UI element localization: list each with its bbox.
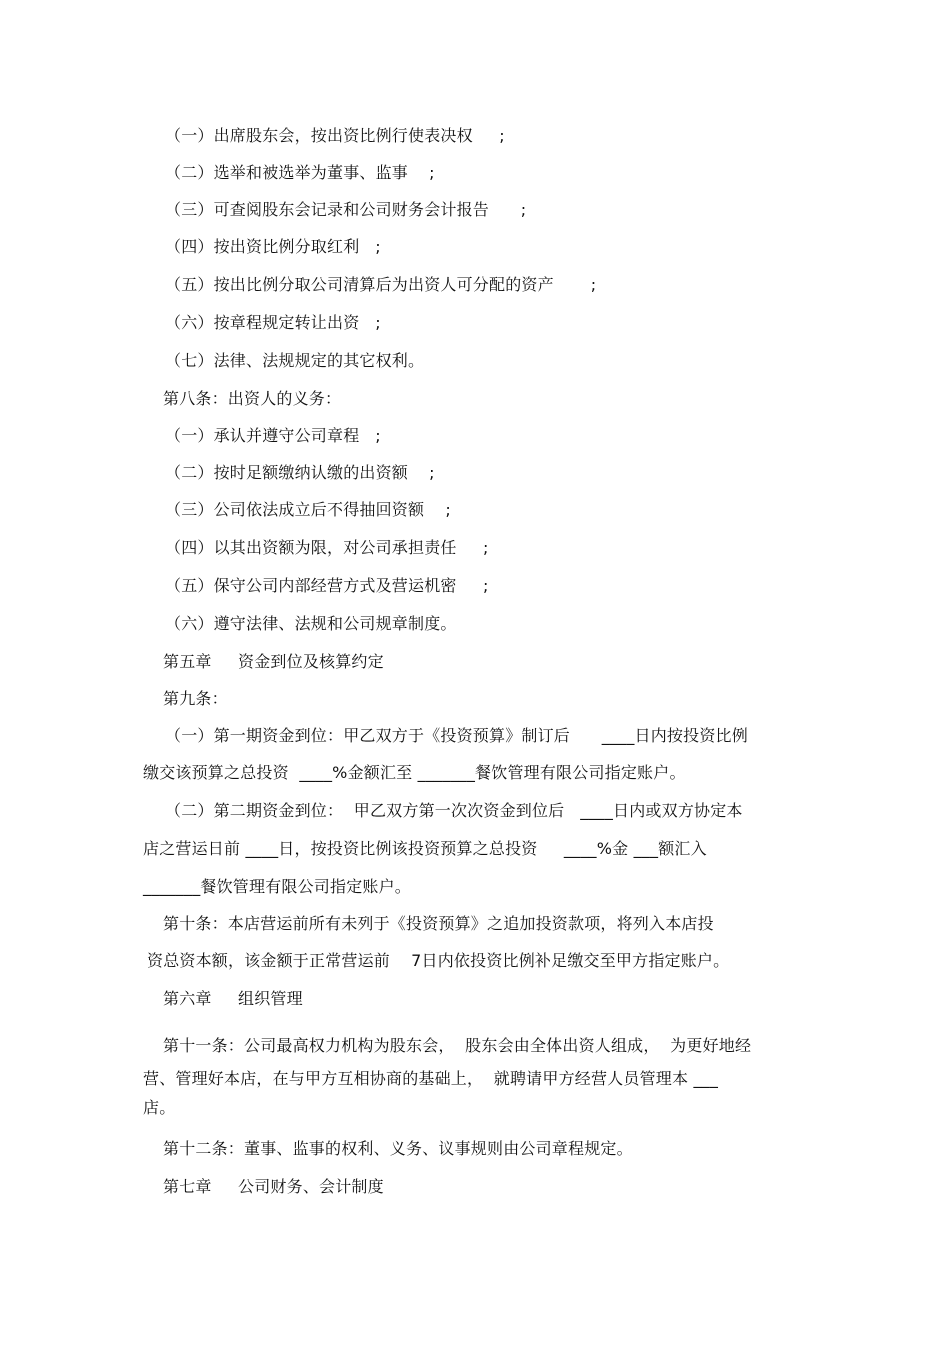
article-11-line-3: 店。 xyxy=(143,1098,176,1117)
duty-item-3: （三）公司依法成立后不得抽回资额 ; xyxy=(165,500,451,519)
article-9-heading: 第九条： xyxy=(163,689,228,708)
duty-item-5: （五）保守公司内部经营方式及营运机密 ; xyxy=(165,576,489,595)
chapter-6-heading: 第六章 组织管理 xyxy=(163,989,303,1008)
duty-item-2: （二）按时足额缴纳认缴的出资额 ; xyxy=(165,463,435,482)
chapter-7-heading: 第七章 公司财务、会计制度 xyxy=(163,1177,384,1196)
right-item-3: （三）可查阅股东会记录和公司财务会计报告 ; xyxy=(165,200,527,219)
article-11-line-1: 第十一条：公司最高权力机构为股东会， 股东会由全体出资人组成， 为更好地经 xyxy=(163,1036,752,1055)
article-9-para-1-line-1: （一）第一期资金到位：甲乙双方于《投资预算》制订后 ____日内按投资比例 xyxy=(165,726,748,745)
duty-item-1: （一）承认并遵守公司章程 ; xyxy=(165,426,381,445)
right-item-6: （六）按章程规定转让出资 ; xyxy=(165,313,381,332)
chapter-5-heading: 第五章 资金到位及核算约定 xyxy=(163,652,384,671)
article-9-para-2-line-2: 店之营运日前 ____日，按投资比例该投资预算之总投资 ____%金 ___额汇入 xyxy=(143,839,707,858)
article-10-line-1: 第十条：本店营运前所有未列于《投资预算》之追加投资款项，将列入本店投 xyxy=(163,914,714,933)
article-9-para-2-line-3: _______餐饮管理有限公司指定账户。 xyxy=(143,877,412,896)
article-8-heading: 第八条：出资人的义务： xyxy=(163,389,342,408)
article-12: 第十二条：董事、监事的权利、义务、议事规则由公司章程规定。 xyxy=(163,1139,633,1158)
right-item-7: （七）法律、法规规定的其它权利。 xyxy=(165,351,425,370)
article-9-para-1-line-2: 缴交该预算之总投资 ____%金额汇至 _______餐饮管理有限公司指定账户。 xyxy=(143,763,686,782)
duty-item-4: （四）以其出资额为限，对公司承担责任 ; xyxy=(165,538,489,557)
article-11-line-2: 营、管理好本店，在与甲方互相协商的基础上， 就聘请甲方经营人员管理本 ___ xyxy=(143,1069,719,1088)
article-9-para-2-line-1: （二）第二期资金到位： 甲乙双方第一次次资金到位后 ____日内或双方协定本 xyxy=(165,801,743,820)
right-item-2: （二）选举和被选举为董事、监事 ; xyxy=(165,163,435,182)
article-10-line-2: 资总资本额，该金额于正常营运前 7日内依投资比例补足缴交至甲方指定账户。 xyxy=(147,951,730,970)
right-item-5: （五）按出比例分取公司清算后为出资人可分配的资产 ; xyxy=(165,275,597,294)
right-item-1: （一）出席股东会，按出资比例行使表决权 ; xyxy=(165,126,505,145)
right-item-4: （四）按出资比例分取红利 ; xyxy=(165,237,381,256)
duty-item-6: （六）遵守法律、法规和公司规章制度。 xyxy=(165,614,457,633)
